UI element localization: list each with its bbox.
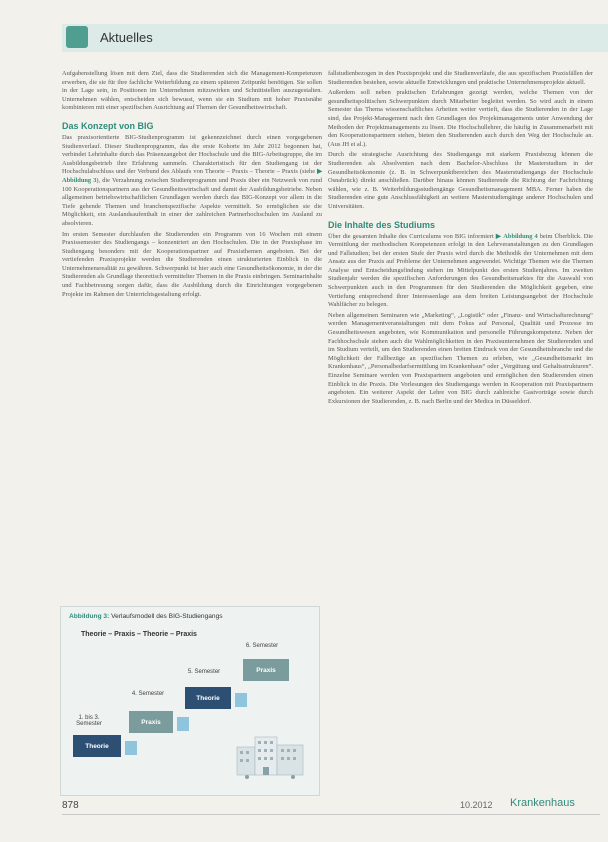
left-column [62, 70, 322, 301]
paragraph: Durch die strategische Ausrichtung des Studiengangs mit starkem Praxisbezug können die Studierenden als Absolventen nach dem Bachelor-Abschluss ihr Masterstudium in der Gesundheitsökonomie (z. B. in Schwerpunktbereichen des Masterstudiengangs der Hochschule Osnabrück) direkt anschließen. Darüber hinaus können Studierende die Richtung der Fachrichtung wählen, wie z. B. Weiterbildungsstudiengänge Gesundheitsmanagement MBA. Ferner haben die Studierenden eine gute Anschlussfähigkeit an weitere Masterstudiengänge anderer Hochschulen und Universitäten. [328, 151, 593, 210]
figure-sequence-label: Theorie – Praxis – Theorie – Praxis [81, 631, 197, 638]
figure-caption [69, 613, 223, 620]
page-number: 878 [62, 800, 79, 811]
text: Das praxisorientierte BIG-Studienprogramm ist gekennzeichnet durch einen vorgegebenen Studienverlauf. Dieser Studienpropgramm, das die erste Kohorte im Jahr 2012 begonnen hat, verbindet Lehrinhalte durch das Präsenzangebot der Hochschule und die BIG-Arbeitsgruppe, die im Ausbildungsbetrieb ihre Erfahrung sammeln. Charakteristisch für den Studiengang ist der Hochschulabschluss und der Verbund des Ablaufs von Theorie – Praxis – Theorie – Praxis (siehe [62, 133, 322, 176]
text: ), die Verzahnung zwischen Studienprogramm und Praxis über ein Netzwerk von rund 100 Kooperationspartnern aus der Gesundheitswirtschaft und damit der Ausbildungsbetriebe. Neben allgemeinen betriebswirtschaftlichen Grundlagen werden durch das BIG-Konzept vor allem in die Tiefe gehende Themen und branchenspezifische Aspekte vermittelt. So ermöglichen sie die Möglichkeit, ein Auslandsaufenthalt in einer der zahlreichen Partnerhochschulen im Ausland zu absolvieren. [62, 176, 322, 227]
block-praxis: Praxis [129, 711, 173, 733]
figure-caption-text: Verlaufsmodell des BIG-Studiengangs [111, 613, 223, 620]
paragraph: fallstudienbezogen in den Praxisprojekt und die Studienverläufe, die aus spezifischen Praxisfällen der Studierenden bestehen, sowie aktuelle Entwicklungen und praktische Unternehmensprojekte aktuell. [328, 70, 593, 86]
figure-reference: Abbildung 3 [62, 176, 97, 184]
paragraph: Neben allgemeinen Seminaren wie „Marketing“, „Logistik“ oder „Finanz- und Wirtschaftsrechnung“ werden Managementveranstaltungen mit dem Fokus auf Personal, Qualität und Prozesse im Gesundheitswesen angeboten, wie Kommunikation und personelle Führungskompetenz. Neben der Fachhochschule stehen auch die Wahlmöglichkeiten in den Praxisunternehmen der Studierenden und im Studium verteilt, um den Studierenden einen breiten Eindruck von der Gesundheitsbranche und die Möglichkeit der Fallbezüge an spezifischen Themen zu erleben, wie „Gesundheitsmarkt im Krankenhaus“, „Personalbedarfsermittlung im Krankenhaus“ oder „Vergütung und Gehaltsstrukturen“. Einzelne Seminare werden von Praxispartnern angeboten und ermöglichen den Studierenden einen Einblick in die Praxis. Die Vorlesungen des Studiengangs werden in Kooperation mit Praxispartnern angeboten. Ein weiterer Aspekt der Lehre von BIG durch zahlreiche Gastvorträge sowie durch Exkursionen der Studierenden, z. B. nach Berlin und der Medica in Düsseldorf. [328, 311, 593, 405]
figure-reference-arrow-icon: ▶ [317, 168, 322, 176]
step-arrow-icon [177, 717, 189, 731]
paragraph: Im ersten Semester durchlaufen die Studierenden ein Programm von 16 Wochen mit einem Praxissemester des Studiengangs – konzentriert an den Hochschulen. Die in der Praxisphase im Studiengang besonders mit der Kooperationspartner auf Praxisthemen angeboten. Bei der vertiefenden Praxisprojekte werden die Studierenden einen strukturierten Einblick in die Unternehmensrealität zu gewähren. Schwerpunkt ist hier auch eine Gesundheitsökonomie, in der die Studierenden als Grundlage theoretisch vermittelter Themen in die Praxis einbringen. Seminarinhalte und Fachbetreuung sorgen dafür, dass die Ausbildung durch die Einrichtungen vorgegebenen Projekte im Rahmen der Unterrichtsgestaltung erfolgt. [62, 230, 322, 298]
semester-label: 5. Semester [187, 669, 221, 675]
paragraph: Außerdem soll neben praktischen Erfahrungen gezeigt werden, welche Themen von der gesundheitspolitischen Schwerpunkten durch Mitarbeiter begleitet werden. So wird auch in einem Semester das Thema wissenschaftliches Arbeiten weiter vertieft, dass die Studierenden in der Lage sind, das Projekt-Management nach den Grundlagen des Projektmanagements unter Anwendung der Methoden der Projektmanagements zu lösen. Die Hochschullehrer, die häufig in Zusammenarbeit mit den Kooperationspartnern stehen, bieten den Studierenden auch durch den Weg der Hochschule an. (Aus JH ei al.). [328, 89, 593, 148]
issue-label: 10.2012 [460, 800, 493, 810]
block-theorie: Theorie [73, 735, 121, 757]
block-theorie: Theorie [185, 687, 231, 709]
semester-label: 4. Semester [131, 691, 165, 697]
paragraph: Aufgabenstellung lösen mit dem Ziel, dass die Studierenden sich die Management-Kompetenzen erwerben, die sie für ihre fachliche Weiterbildung zu einem späteren Zeitpunkt benötigen. Sie sollen in der Lage sein, in Positionen im Unternehmen mitzuwirken und Schnittstellen auszugestalten. Unternehmen wählen, entscheiden sich bewusst, wenn sie ein Studium mit hoher Praxisnähe kombinieren mit einer spezifischen Ausrichtung auf Themen der Gesundheitswirtschaft. [62, 70, 322, 112]
section-heading: Die Inhalte des Studiums [328, 219, 436, 230]
figure-reference: Abbildung 4 [503, 232, 538, 240]
section-marker-icon [66, 26, 88, 48]
right-column [328, 70, 593, 408]
magazine-logo: Krankenhaus [510, 797, 575, 809]
paragraph [328, 233, 593, 310]
hospital-buildings-illustration [233, 719, 309, 779]
text: beim Überblick. Die Vermittlung der methodischen Kompetenzen erfolgt in den Lehrveranstaltungen zu den Grundlagen und Fallstudien; bei der ersten Stufe der Praxis wird durch die Methodik der Unternehmen mit dem Ansatz aus der Praxis auf Probleme der Unternehmen angewendet. Wichtige Themen wie die Themen Analyse und Entscheidungsfindung stehen im Mittelpunkt des ersten Studienjahres. Im zweiten Studienjahr werden die spezifischen Anforderungen des Gesundheitsmarktes für die Auswahl von Schwerpunkten auch in den Programmen für den Studierenden die Möglichkeit gegeben, eine Vertiefung entsprechend ihrer Interessenlage aus dem breiten Leistungsangebot der Hochschule Wahlfächer zu belegen. [328, 232, 593, 309]
section-title: Aktuelles [100, 30, 153, 45]
semester-label: 6. Semester [245, 643, 279, 649]
paragraph [62, 134, 322, 229]
figure-caption-label: Abbildung 3: [69, 613, 110, 620]
step-arrow-icon [235, 693, 247, 707]
text: Über die gesamten Inhalte des Curriculums von BIG informiert [328, 232, 494, 240]
section-heading: Das Konzept von BIG [62, 120, 154, 131]
step-arrow-icon [125, 741, 137, 755]
block-praxis: Praxis [243, 659, 289, 681]
figure-reference-arrow-icon: ▶ [495, 232, 502, 240]
semester-label: 1. bis 3. Semester [76, 715, 102, 727]
footer-divider [62, 814, 600, 815]
figure-study-model [60, 606, 320, 796]
